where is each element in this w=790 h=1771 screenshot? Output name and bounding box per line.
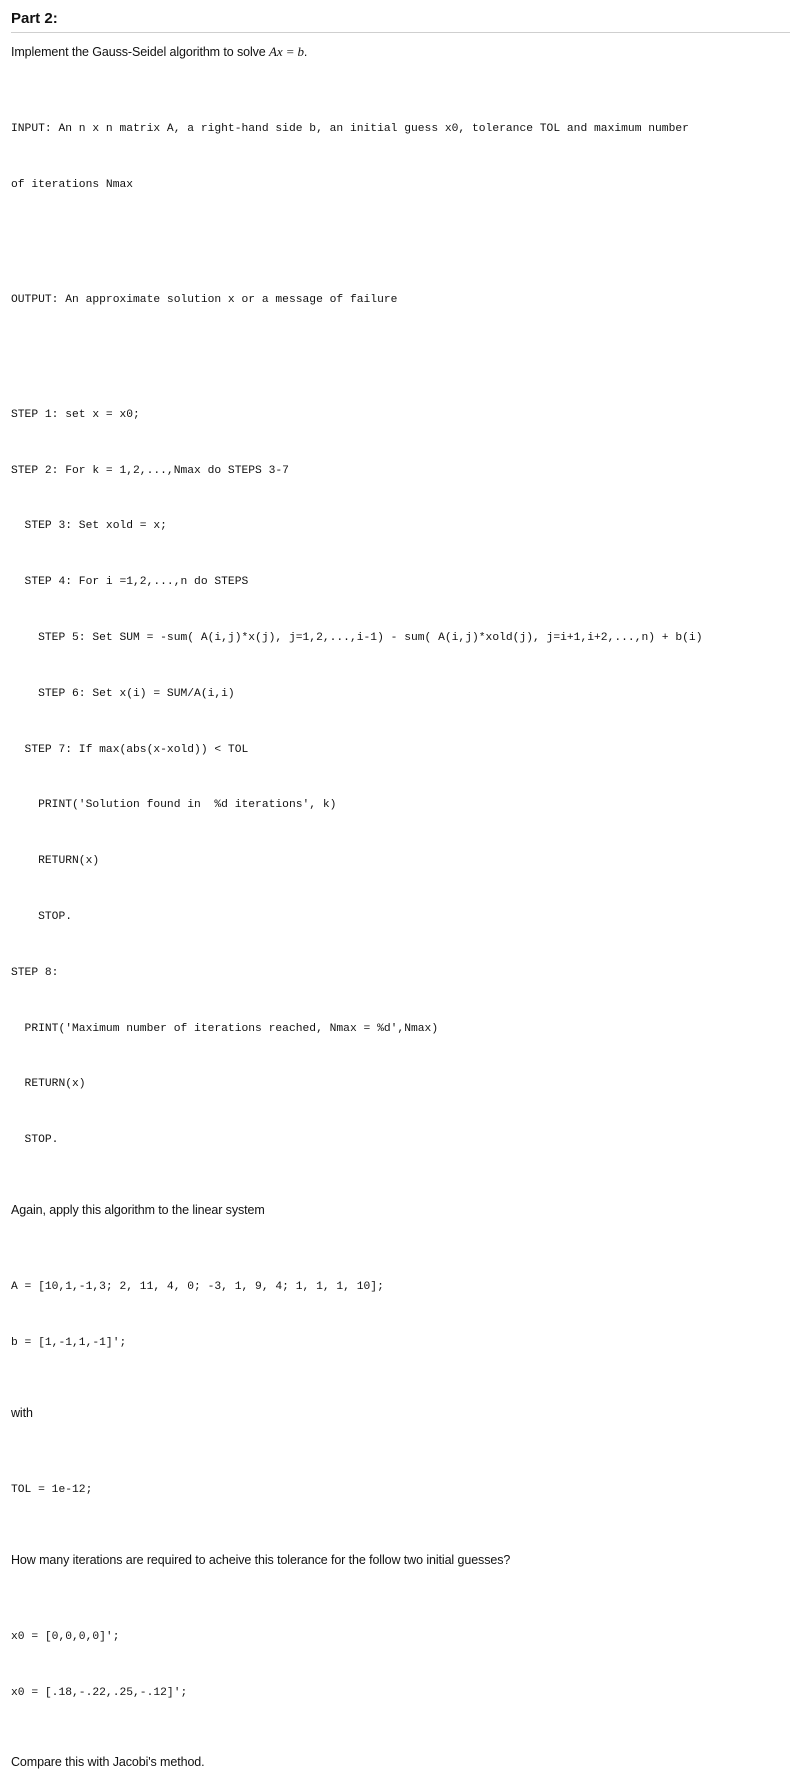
algorithm-line: STEP 7: If max(abs(x-xold)) < TOL bbox=[11, 743, 249, 756]
algorithm-steps bbox=[11, 369, 790, 1187]
intro-period: . bbox=[303, 45, 308, 59]
algorithm-line: STEP 8: bbox=[11, 966, 59, 979]
compare-paragraph: Compare this with Jacobi's method. bbox=[11, 1755, 205, 1770]
algorithm-line: STEP 4: For i =1,2,...,n do STEPS bbox=[11, 576, 249, 589]
apply-paragraph: Again, apply this algorithm to the linear system bbox=[11, 1202, 265, 1217]
intro-equation: Ax = b bbox=[269, 44, 304, 59]
algorithm-line: PRINT('Solution found in %d iterations', k) bbox=[11, 799, 337, 812]
guess-line: x0 = [0,0,0,0]'; bbox=[11, 1630, 120, 1643]
with-paragraph: with bbox=[11, 1405, 33, 1420]
algorithm-line: RETURN(x) bbox=[11, 855, 100, 868]
rhs-line: b = [1,-1,1,-1]'; bbox=[11, 1336, 127, 1349]
input-line: of iterations Nmax bbox=[11, 178, 134, 191]
initial-guesses bbox=[11, 1591, 790, 1740]
page-title: Part 2: bbox=[11, 0, 790, 33]
algorithm-line: STEP 1: set x = x0; bbox=[11, 408, 140, 421]
tolerance-line: TOL = 1e-12; bbox=[11, 1483, 93, 1496]
algorithm-line: STEP 3: Set xold = x; bbox=[11, 520, 167, 533]
input-spec bbox=[11, 83, 790, 232]
linear-system bbox=[11, 1241, 790, 1390]
output-line: OUTPUT: An approximate solution x or a message of failure bbox=[11, 293, 398, 306]
algorithm-line: STEP 6: Set x(i) = SUM/A(i,i) bbox=[11, 687, 235, 700]
intro-text: Implement the Gauss-Seidel algorithm to solve bbox=[11, 45, 270, 59]
algorithm-line: STEP 5: Set SUM = -sum( A(i,j)*x(j), j=1,2,...,i-1) - sum( A(i,j)*xold(j), j=i+1,i+2,...,n) + b(i) bbox=[11, 632, 703, 645]
question-paragraph: How many iterations are required to acheive this tolerance for the follow two initial guesses? bbox=[11, 1552, 511, 1567]
algorithm-line: PRINT('Maximum number of iterations reached, Nmax = %d',Nmax) bbox=[11, 1022, 439, 1035]
algorithm-line: STEP 2: For k = 1,2,...,Nmax do STEPS 3-7 bbox=[11, 464, 289, 477]
intro-paragraph bbox=[11, 43, 790, 61]
tolerance bbox=[11, 1444, 790, 1537]
document bbox=[11, 0, 790, 1771]
guess-line: x0 = [.18,-.22,.25,-.12]'; bbox=[11, 1686, 188, 1699]
input-line: INPUT: An n x n matrix A, a right-hand side b, an initial guess x0, tolerance TOL and maximum number bbox=[11, 123, 689, 136]
algorithm-line: STOP. bbox=[11, 1134, 59, 1147]
output-spec bbox=[11, 254, 790, 347]
algorithm-line: RETURN(x) bbox=[11, 1078, 86, 1091]
matrix-line: A = [10,1,-1,3; 2, 11, 4, 0; -3, 1, 9, 4; 1, 1, 1, 10]; bbox=[11, 1281, 384, 1294]
algorithm-line: STOP. bbox=[11, 910, 73, 923]
